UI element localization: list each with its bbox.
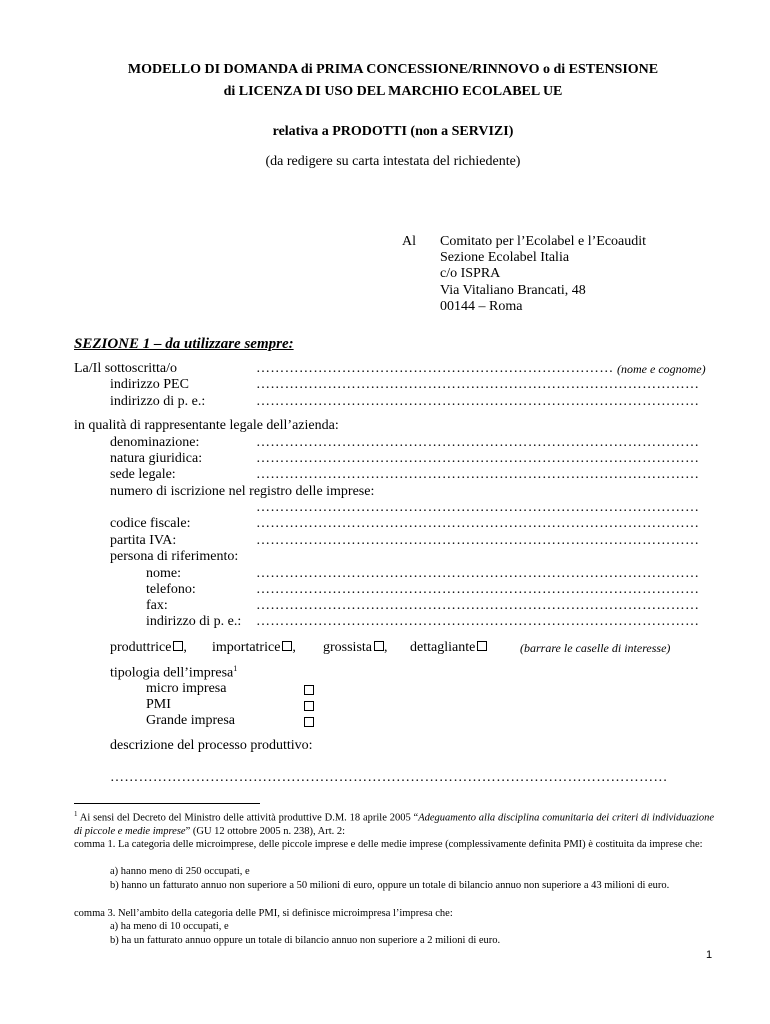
pec-field[interactable]: ………………………………………………………………………………… xyxy=(256,377,700,392)
registro-label: numero di iscrizione nel registro delle imprese: xyxy=(110,484,375,499)
recipient-line: Comitato per l’Ecolabel e l’Ecoaudit xyxy=(440,234,647,249)
role-checkbox[interactable] xyxy=(374,641,384,651)
cf-field[interactable]: ………………………………………………………………………………… xyxy=(256,516,700,531)
natura-field[interactable]: ………………………………………………………………………………… xyxy=(256,451,700,466)
cf-label: codice fiscale: xyxy=(110,516,191,531)
footnote-marker: 1 xyxy=(74,810,78,818)
footnote-intro xyxy=(74,808,714,838)
tipologia-pmi-checkbox[interactable] xyxy=(304,701,314,711)
footnote-intro-text: Ai sensi del Decreto del Ministro delle attività produttive D.M. 18 aprile 2005 “ xyxy=(79,812,419,824)
denominazione-field[interactable]: ………………………………………………………………………………… xyxy=(256,435,700,450)
tipologia-text: tipologia dell’impresa xyxy=(110,665,234,681)
footnote-intro-end: ” (GU 12 ottobre 2005 n. 238), Art. 2: xyxy=(185,825,346,837)
capacity-label: in qualità di rappresentante legale dell’azienda: xyxy=(74,418,339,433)
footnote-c1b: b) hanno un fatturato annuo non superiore a 50 milioni di euro, oppure un totale di bilancio annuo non superiore a 43 milioni di euro. xyxy=(110,880,670,891)
nome-label: nome: xyxy=(146,566,181,581)
role-label: produttrice xyxy=(110,640,172,655)
page-number: 1 xyxy=(706,949,713,961)
footnote-comma-1: comma 1. La categoria delle microimprese, delle piccole imprese e delle medie imprese (complessivamente definita PMI) è costituita da imprese che: xyxy=(74,839,703,850)
processo-field[interactable]: ……………………………………………………………………………………………………… xyxy=(110,770,668,785)
title-line-1: MODELLO DI DOMANDA di PRIMA CONCESSIONE/RINNOVO o di ESTENSIONE xyxy=(127,62,659,77)
referente-label: persona di riferimento: xyxy=(110,549,239,564)
pec-label: indirizzo PEC xyxy=(110,377,189,392)
email-label: indirizzo di p. e.: xyxy=(110,394,206,409)
tipologia-micro-checkbox[interactable] xyxy=(304,685,314,695)
footnote-comma-3: comma 3. Nell’ambito della categoria delle PMI, si definisce microimpresa l’impresa che: xyxy=(74,908,453,919)
piva-field[interactable]: ………………………………………………………………………………… xyxy=(256,533,700,548)
role-dettagliante[interactable] xyxy=(410,640,487,656)
footnote-c1a: a) hanno meno di 250 occupati, e xyxy=(110,866,250,877)
registro-field[interactable]: ………………………………………………………………………………… xyxy=(256,500,700,515)
piva-label: partita IVA: xyxy=(110,533,177,548)
natura-label: natura giuridica: xyxy=(110,451,203,466)
signatory-hint: (nome e cognome) xyxy=(617,362,706,376)
sede-field[interactable]: ………………………………………………………………………………… xyxy=(256,467,700,482)
title-line-2: di LICENZA DI USO DEL MARCHIO ECOLABEL UE xyxy=(223,84,563,99)
role-checkbox[interactable] xyxy=(282,641,292,651)
denominazione-label: denominazione: xyxy=(110,435,200,450)
tipologia-label xyxy=(110,664,237,682)
nome-field[interactable]: ………………………………………………………………………………… xyxy=(256,566,700,581)
footnote-c3b: b) ha un fatturato annuo oppure un totale di bilancio annuo non superiore a 2 milioni di euro. xyxy=(110,935,501,946)
sede-label: sede legale: xyxy=(110,467,176,482)
recipient-prefix: Al xyxy=(402,234,416,249)
tipologia-pmi-label: PMI xyxy=(146,697,171,712)
footnote-decree-title: Adeguamento alla disciplina comunitaria dei criteri di individuazione di piccole e medie imprese xyxy=(74,812,714,837)
recipient-line: Via Vitaliano Brancati, 48 xyxy=(440,283,586,298)
role-importatrice[interactable]: importatrice , xyxy=(212,640,296,655)
fax-field[interactable]: ………………………………………………………………………………… xyxy=(256,598,700,613)
role-label: importatrice xyxy=(212,640,281,655)
footnote-ref: 1 xyxy=(233,664,238,673)
ref-email-label: indirizzo di p. e.: xyxy=(146,614,242,629)
telefono-label: telefono: xyxy=(146,582,196,597)
footnote-divider xyxy=(74,803,260,804)
telefono-field[interactable]: ………………………………………………………………………………… xyxy=(256,582,700,597)
role-label: grossista xyxy=(323,640,372,655)
ref-email-field[interactable]: ………………………………………………………………………………… xyxy=(256,614,700,629)
roles-hint: (barrare le caselle di interesse) xyxy=(520,641,671,655)
footnote-c3a: a) ha meno di 10 occupati, e xyxy=(110,921,229,932)
recipient-line: Sezione Ecolabel Italia xyxy=(440,250,570,265)
recipient-line: 00144 – Roma xyxy=(440,299,523,314)
role-checkbox[interactable] xyxy=(173,641,183,651)
section-1-heading: SEZIONE 1 – da utilizzare sempre: xyxy=(74,336,294,352)
tipologia-micro-label: micro impresa xyxy=(146,681,227,696)
recipient-line: c/o ISPRA xyxy=(440,266,501,281)
role-checkbox[interactable] xyxy=(477,641,487,651)
role-label: dettagliante xyxy=(410,640,476,655)
letterhead-note: (da redigere su carta intestata del richiedente) xyxy=(265,154,521,169)
fax-label: fax: xyxy=(146,598,168,613)
subtitle: relativa a PRODOTTI (non a SERVIZI) xyxy=(272,124,514,139)
signatory-field[interactable]: ………………………………………………………………… xyxy=(256,361,614,376)
processo-label: descrizione del processo produttivo: xyxy=(110,738,313,753)
tipologia-grande-checkbox[interactable] xyxy=(304,717,314,727)
signatory-label: La/Il sottoscritta/o xyxy=(74,361,178,376)
role-produttrice[interactable]: produttrice , xyxy=(110,640,187,655)
tipologia-grande-label: Grande impresa xyxy=(146,713,236,728)
role-grossista[interactable]: grossista , xyxy=(323,640,388,655)
email-field[interactable]: ………………………………………………………………………………… xyxy=(256,394,700,409)
